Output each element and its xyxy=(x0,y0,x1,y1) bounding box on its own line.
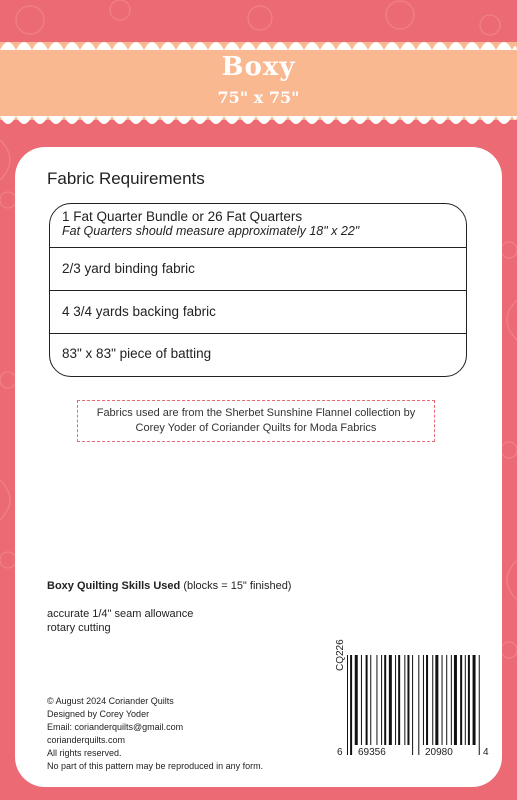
email-line: Email: corianderquilts@gmail.com xyxy=(47,722,184,732)
barcode-bar xyxy=(473,655,476,745)
copyright-line: © August 2024 Coriander Quilts xyxy=(47,696,174,706)
barcode-bar xyxy=(381,655,382,745)
barcode-bar xyxy=(376,655,377,745)
barcode-bar xyxy=(370,655,371,745)
barcode-digit-left: 6 xyxy=(337,747,343,758)
barcode-group-2: 20980 xyxy=(425,747,453,758)
barcode-bar xyxy=(426,655,428,745)
title-banner xyxy=(0,0,517,130)
designer-line: Designed by Corey Yoder xyxy=(47,709,150,719)
requirement-text: 2/3 yard binding fabric xyxy=(62,261,195,276)
content-panel xyxy=(15,147,502,787)
requirement-row xyxy=(50,291,466,334)
skill-item: rotary cutting xyxy=(47,622,111,634)
barcode-digit-right: 4 xyxy=(483,747,489,758)
reproduction-notice: No part of this pattern may be reproduced in any form. xyxy=(47,761,264,771)
barcode-bar xyxy=(404,655,405,745)
fabric-requirements-heading: Fabric Requirements xyxy=(47,169,205,188)
barcode-bar xyxy=(442,655,443,745)
product-code: CQ226 xyxy=(335,639,346,671)
barcode-bar xyxy=(479,655,480,755)
fabric-note-line: Corey Yoder of Coriander Quilts for Moda Fabrics xyxy=(135,421,377,434)
barcode-bar xyxy=(361,655,362,745)
requirement-text: 1 Fat Quarter Bundle or 26 Fat Quarters xyxy=(62,209,303,224)
requirement-row xyxy=(50,204,466,248)
skills-heading-bold: Boxy Quilting Skills Used xyxy=(47,580,181,592)
barcode-bar xyxy=(366,655,368,745)
website-line: corianderquilts.com xyxy=(47,735,126,745)
quilt-size: 75" x 75" xyxy=(217,88,300,107)
barcode-bar xyxy=(432,655,433,745)
skill-item: accurate 1/4" seam allowance xyxy=(47,608,194,620)
barcode-bar xyxy=(446,655,447,745)
barcode-bar xyxy=(350,655,352,755)
barcode-bar xyxy=(451,655,452,745)
barcode-bar xyxy=(418,655,419,755)
fabric-collection-note xyxy=(77,400,435,442)
barcode-bar xyxy=(423,655,424,745)
rights-line: All rights reserved. xyxy=(47,748,122,758)
barcode-bar xyxy=(384,655,386,745)
skills-heading-detail: (blocks = 15" finished) xyxy=(180,580,292,592)
barcode-bar xyxy=(355,655,358,745)
barcode-bar xyxy=(460,655,462,745)
bottom-scallop-edge xyxy=(0,116,517,132)
barcode-bar xyxy=(412,655,413,755)
barcode-bar xyxy=(389,655,392,745)
requirement-text: 4 3/4 yards backing fabric xyxy=(62,304,216,319)
barcode-bar xyxy=(347,655,348,755)
barcode-group-1: 69356 xyxy=(358,747,386,758)
barcode-bar xyxy=(435,655,438,745)
barcode-bar xyxy=(465,655,466,745)
barcode-bar xyxy=(454,655,457,745)
barcode-bar xyxy=(395,655,396,745)
requirement-note: Fat Quarters should measure approximately 18" x 22" xyxy=(62,224,360,238)
requirement-text: 83" x 83" piece of batting xyxy=(62,346,212,361)
barcode-bar xyxy=(398,655,400,745)
requirements-table xyxy=(49,203,467,377)
fabric-note-line: Fabrics used are from the Sherbet Sunshine Flannel collection by xyxy=(96,407,416,419)
barcode-bar xyxy=(407,655,409,745)
requirement-row xyxy=(50,248,466,291)
barcode-bar xyxy=(468,655,470,745)
top-scallop-edge xyxy=(0,34,517,50)
pattern-title: Boxy xyxy=(221,52,296,82)
skills-heading xyxy=(47,580,291,592)
requirement-row xyxy=(50,334,466,376)
